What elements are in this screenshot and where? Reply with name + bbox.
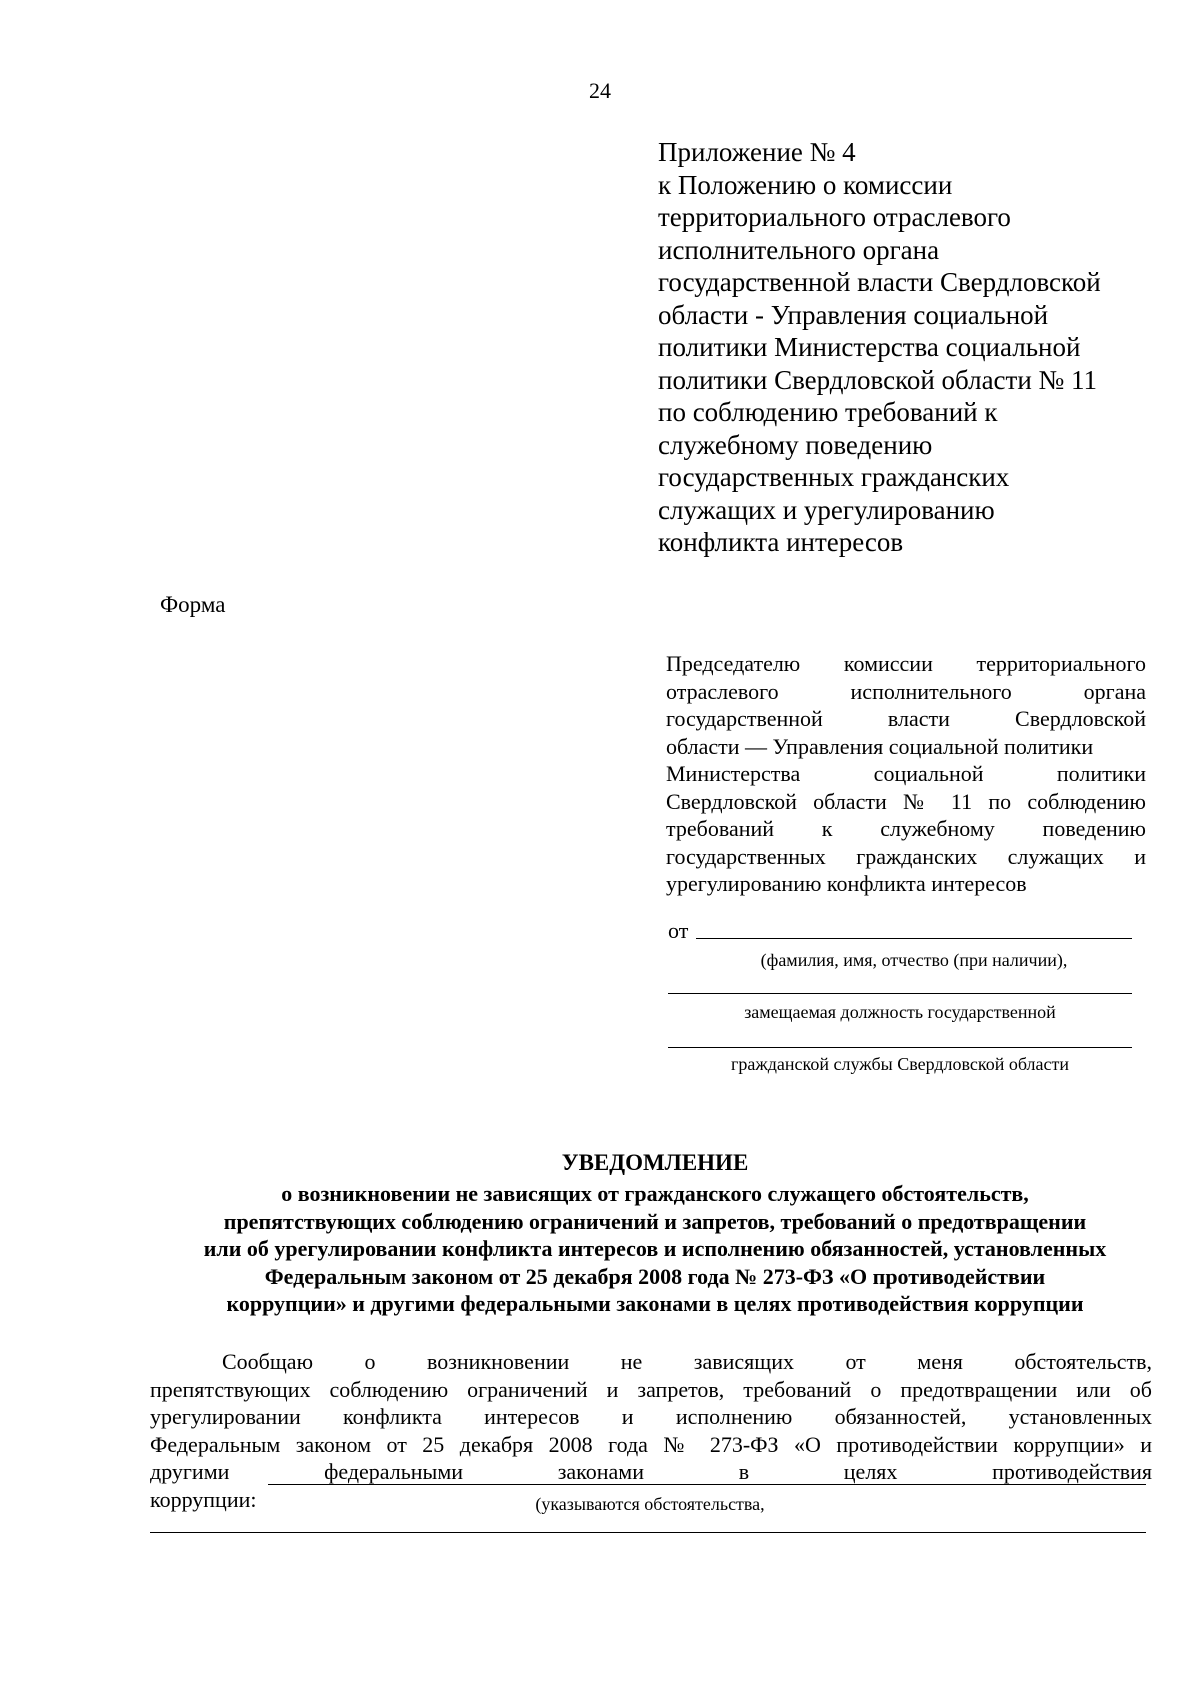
appendix-line: служащих и урегулированию bbox=[658, 494, 995, 525]
addressee-block bbox=[666, 650, 1146, 898]
appendix-line: государственной власти Свердловской bbox=[658, 267, 1101, 297]
body-line: Федеральным законом от 25 декабря 2008 года № 273-ФЗ «О противодействии коррупции» и bbox=[150, 1431, 1152, 1457]
appendix-line: государственных гражданских bbox=[658, 462, 1010, 492]
notice-subtitle bbox=[140, 1180, 1170, 1318]
from-label: от bbox=[668, 918, 689, 943]
addressee-line: области — Управления социальной политики bbox=[666, 733, 1094, 759]
circumstances-field-continued[interactable] bbox=[150, 1532, 1146, 1533]
body-line: урегулировании конфликта интересов и исполнению обязанностей, установленных bbox=[150, 1404, 1152, 1429]
subtitle-line: коррупции» и другими федеральными законами в целях противодействия коррупции bbox=[226, 1291, 1084, 1316]
addressee-line: Министерства социальной политики bbox=[666, 761, 1146, 786]
appendix-line: Приложение № 4 bbox=[658, 137, 856, 167]
addressee-line: требований к служебному поведению bbox=[666, 816, 1146, 841]
addressee-line: государственной власти Свердловской bbox=[666, 706, 1146, 731]
appendix-line: области - Управления социальной bbox=[658, 299, 1049, 330]
appendix-line: служебному поведению bbox=[658, 429, 933, 460]
form-label: Форма bbox=[160, 592, 226, 617]
circumstances-field[interactable] bbox=[268, 1484, 1146, 1485]
from-name-field[interactable] bbox=[696, 938, 1132, 939]
circumstances-caption: (указываются обстоятельства, bbox=[535, 1494, 765, 1514]
addressee-line: государственных гражданских служащих и bbox=[666, 843, 1146, 869]
appendix-line: политики Министерства социальной bbox=[658, 332, 1081, 362]
name-caption: (фамилия, имя, отчество (при наличии), bbox=[760, 950, 1068, 970]
subtitle-line: препятствующих соблюдению ограничений и запретов, требований о предотвращении bbox=[223, 1208, 1087, 1234]
position-caption: замещаемая должность государственной bbox=[744, 1002, 1056, 1022]
appendix-line: к Положению о комиссии bbox=[658, 169, 953, 200]
service-field[interactable] bbox=[668, 1047, 1132, 1048]
addressee-line: Свердловской области № 11 по соблюдению bbox=[666, 788, 1146, 814]
addressee-line: урегулированию конфликта интересов bbox=[666, 871, 1027, 896]
body-line: Сообщаю о возникновении не зависящих от меня обстоятельств, bbox=[222, 1349, 1152, 1374]
position-field[interactable] bbox=[668, 993, 1132, 994]
appendix-line: территориального отраслевого bbox=[658, 202, 1011, 232]
addressee-line: отраслевого исполнительного органа bbox=[666, 678, 1146, 704]
subtitle-line: Федеральным законом от 25 декабря 2008 года № 273-ФЗ «О противодействии bbox=[264, 1263, 1046, 1289]
appendix-header bbox=[658, 136, 1178, 559]
body-line: препятствующих соблюдению ограничений и запретов, требований о предотвращении или об bbox=[150, 1376, 1152, 1402]
subtitle-line: или об урегулировании конфликта интересов и исполнению обязанностей, установленных bbox=[203, 1236, 1107, 1261]
appendix-line: по соблюдению требований к bbox=[658, 397, 998, 427]
appendix-line: исполнительного органа bbox=[658, 234, 940, 265]
body-last-line-label: коррупции: bbox=[150, 1486, 257, 1512]
subtitle-line: о возникновении не зависящих от гражданского служащего обстоятельств, bbox=[281, 1181, 1029, 1206]
notice-body bbox=[150, 1348, 1152, 1513]
addressee-line: Председателю комиссии территориального bbox=[666, 651, 1146, 676]
body-line: другими федеральными законами в целях противодействия bbox=[150, 1459, 1152, 1484]
notice-title: УВЕДОМЛЕНИЕ bbox=[561, 1150, 749, 1175]
page-number: 24 bbox=[589, 78, 611, 103]
appendix-line: конфликта интересов bbox=[658, 527, 904, 557]
service-caption: гражданской службы Свердловской области bbox=[730, 1054, 1070, 1074]
appendix-line: политики Свердловской области № 11 bbox=[658, 364, 1098, 395]
